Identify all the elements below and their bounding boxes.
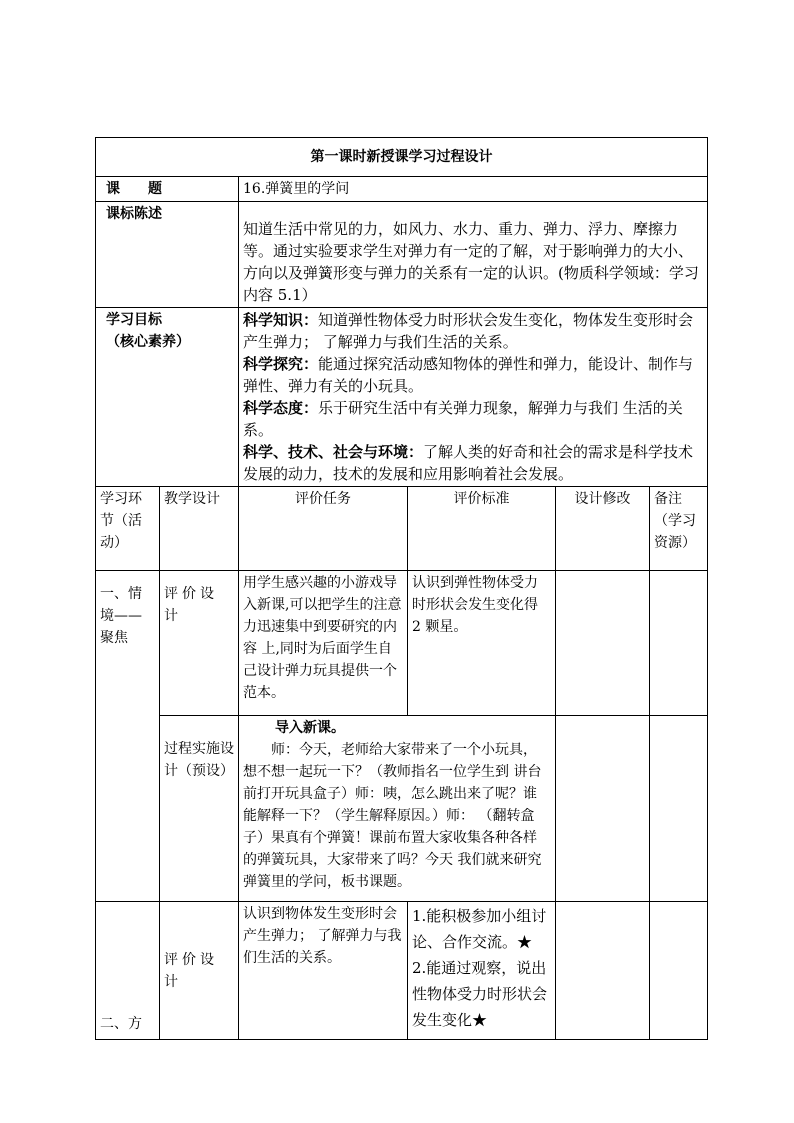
header-design: 教学设计: [160, 487, 239, 571]
stage2-label: 二、方: [96, 902, 160, 1040]
stage1-eval-criteria: 认识到弹性物体受力时形状会发生变化得 2 颗星。: [408, 571, 556, 716]
stage2-eval-label: 评价设计: [160, 902, 239, 1040]
stage1-eval-task: 用学生感兴趣的小游戏导入新课,可以把学生的注意力迅速集中到要研究的内容 上,同时为后面学生自己设计弹力玩具提供一个范本。: [239, 571, 408, 716]
header-revision: 设计修改: [556, 487, 650, 571]
stage1-eval-row: [96, 571, 708, 716]
goal-head: 科学、技术、社会与环境：: [243, 443, 424, 461]
table-title: 第一课时新授课学习过程设计: [96, 138, 708, 177]
stage1-process-revision-2: [650, 716, 708, 902]
stage1-process-content: [239, 716, 556, 902]
goals-label-line-2: （核心素养）: [106, 334, 190, 350]
goals-label: [96, 308, 239, 487]
lesson-design-table: [95, 137, 708, 1040]
standards-row: [96, 202, 708, 308]
standards-label: 课标陈述: [96, 202, 239, 308]
criteria-item-1: 1.能积极参加小组讨论、合作交流。★: [412, 907, 547, 951]
header-task: 评价任务: [239, 487, 408, 571]
goals-label-line-1: 学习目标: [106, 312, 162, 328]
stage2-eval-note: [650, 902, 708, 1040]
header-note: 备注（学习资源）: [650, 487, 708, 571]
stage1-eval-note: [650, 571, 708, 716]
goal-body: 乐于研究生活中有关弹力现象，解弹力与我们 生活的关系。: [243, 399, 683, 439]
goals-content: [239, 308, 708, 487]
goal-head: 科学探究：: [243, 355, 319, 373]
stage2-eval-row: [96, 902, 708, 1040]
stage1-process-label: 过程实施设计（预设）: [160, 716, 239, 902]
goal-body: 知道弹性物体受力时形状会发生变化，物体发生变形时会产生弹力； 了解弹力与我们生活的关系。: [243, 311, 694, 351]
header-stage: 学习环节（活动）: [96, 487, 160, 571]
lesson-label: 课 题: [96, 177, 239, 202]
goal-item: [243, 397, 703, 441]
criteria-item-2: 2.能通过观察，说出性物体受力时形状会发生变化★: [412, 959, 548, 1029]
stage1-process-row: [96, 716, 708, 902]
title-row: [96, 138, 708, 177]
goals-row: [96, 308, 708, 487]
goal-head: 科学态度：: [243, 399, 319, 417]
standards-content: 知道生活中常见的力，如风力、水力、重力、弹力、浮力、摩擦力等。通过实验要求学生对弹力有一定的了解，对于影响弹力的大小、方向以及弹簧形变与弹力的关系有一定的认识。(物质科学领域：学习内容 5.1）: [243, 220, 699, 304]
goal-body: 能通过探究活动感知物体的弹性和弹力，能设计、制作与弹性、弹力有关的小玩具。: [243, 355, 694, 395]
goal-body: 了解人类的好奇和社会的需求是科学技术发展的动力，技术的发展和应用影响着社会发展。: [243, 443, 694, 483]
stage2-eval-criteria: [408, 902, 556, 1040]
goal-item: [243, 441, 703, 485]
goal-item: [243, 353, 703, 397]
stage1-label: 一、情境——聚焦: [96, 571, 160, 902]
stage1-eval-label: 评价设计: [160, 571, 239, 716]
stage2-eval-revision: [556, 902, 650, 1040]
header-row: [96, 487, 708, 571]
header-criteria: 评价标准: [408, 487, 556, 571]
stage1-eval-revision: [556, 571, 650, 716]
goal-item: [243, 309, 703, 353]
lesson-row: [96, 177, 708, 202]
process-title: 导入新课。: [275, 720, 345, 736]
stage2-eval-task: 认识到物体发生变形时会产生弹力； 了解弹力与我们生活的关系。: [239, 902, 408, 1040]
standards-text: [239, 202, 708, 308]
goal-head: 科学知识：: [243, 311, 319, 329]
stage1-process-revision: [556, 716, 650, 902]
process-text: 师：今天，老师给大家带来了一个小玩具，想不想一起玩一下？（教师指名一位学生到 讲台前打开玩具盒子）师：咦，怎么跳出来了呢？谁能解释一下？（学生解释原因。）师： （翻转盒子）果真有个弹簧！课前布置大家收集各种各样的弹簧玩具，大家带来了吗？今天 我们就来研究弹簧里的学问，板书课题。: [243, 742, 542, 890]
lesson-value: 16.弹簧里的学问: [239, 177, 708, 202]
